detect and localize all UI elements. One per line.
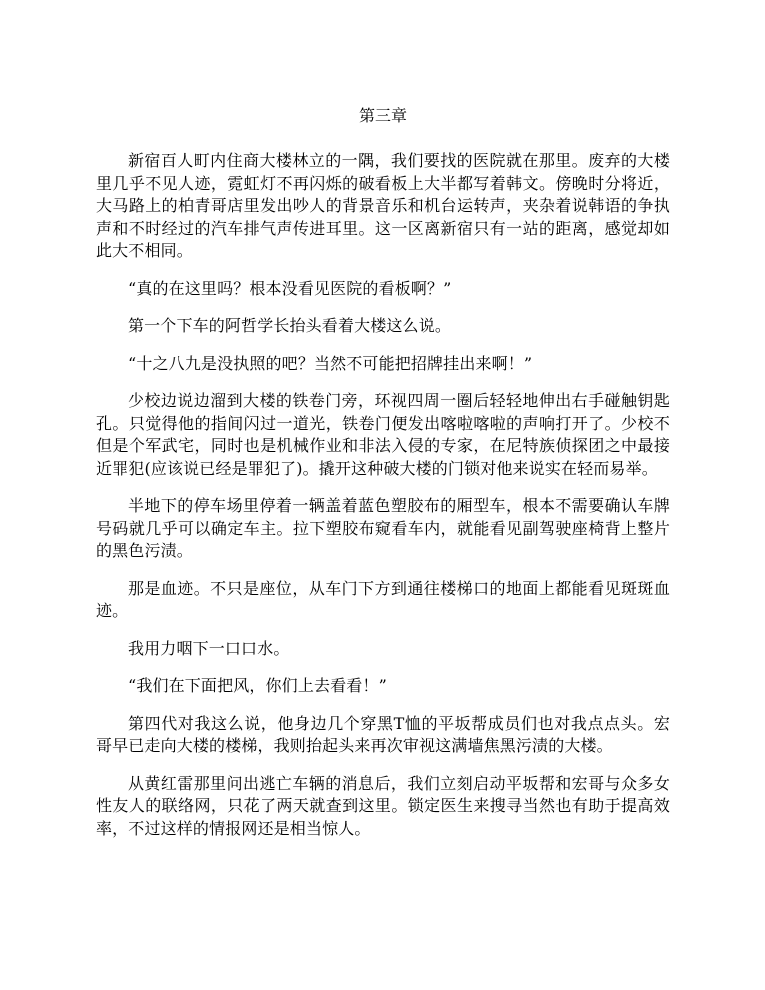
paragraph-8: 我用力咽下一口口水。 bbox=[128, 638, 290, 658]
paragraph-5: 少校边说边溜到大楼的铁卷门旁，环视四周一圈后轻轻地伸出右手碰触钥匙孔。只觉得他的指间闪过一道光，铁卷门便发出喀啦喀啦的声响打开了。少校不但是个军武宅，同时也是机械作业和非法入侵的专家，在尼特族侦探团之中最接近罪犯(应该说已经是罪犯了)。撬开这种破大楼的门锁对他来说实在轻而易举。 bbox=[96, 391, 670, 478]
paragraph-10: 第四代对我这么说，他身边几个穿黑T恤的平坂帮成员们也对我点点头。宏哥早已走向大楼的楼梯，我则抬起头来再次审视这满墙焦黑污渍的大楼。 bbox=[96, 713, 670, 755]
paragraph-7: 那是血迹。不只是座位，从车门下方到通往楼梯口的地面上都能看见斑斑血迹。 bbox=[96, 578, 670, 620]
paragraph-6: 半地下的停车场里停着一辆盖着蓝色塑胶布的厢型车，根本不需要确认车牌号码就几乎可以确定车主。拉下塑胶布窥看车内，就能看见副驾驶座椅背上整片的黑色污渍。 bbox=[96, 496, 670, 560]
document-page bbox=[96, 104, 670, 855]
paragraph-1: 新宿百人町内住商大楼林立的一隅，我们要找的医院就在那里。废弃的大楼里几乎不见人迹，霓虹灯不再闪烁的破看板上大半都写着韩文。傍晚时分将近，大马路上的柏青哥店里发出吵人的背景音乐和机台运转声，夹杂着说韩语的争执声和不时经过的汽车排气声传进耳里。这一区离新宿只有一站的距离，感觉却如此大不相同。 bbox=[96, 151, 670, 260]
paragraph-4: “十之八九是没执照的吧？当然不可能把招牌挂出来啊！” bbox=[128, 353, 533, 373]
paragraph-2: “真的在这里吗？根本没看见医院的看板啊？” bbox=[128, 278, 452, 298]
paragraph-9: “我们在下面把风，你们上去看看！” bbox=[128, 676, 387, 695]
paragraph-3: 第一个下车的阿哲学长抬头看着大楼这么说。 bbox=[128, 316, 452, 335]
paragraph-11: 从黄红雷那里问出逃亡车辆的消息后，我们立刻启动平坂帮和宏哥与众多女性友人的联络网，只花了两天就查到这里。锁定医生来搜寻当然也有助于提高效率，不过这样的情报网还是相当惊人。 bbox=[96, 773, 670, 838]
chapter-title: 第三章 bbox=[358, 106, 407, 125]
